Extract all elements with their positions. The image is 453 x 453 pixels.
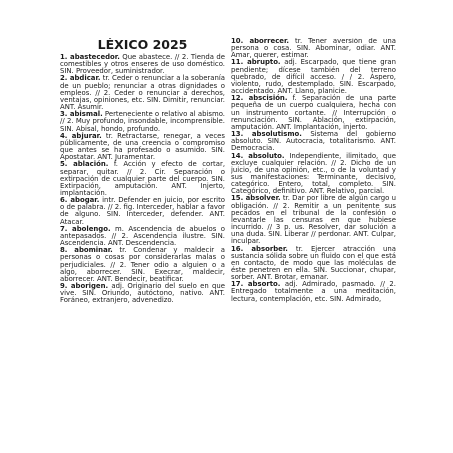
entry-definition: f. Acción y efecto de cortar, separar, quitar. // 2. Cir. Separación o extirpación de cualquier parte del cuerpo. SIN. Extirpación, amputación. ANT. Injerto, implantación.: [60, 160, 225, 197]
entry-17: [231, 281, 396, 302]
entry-term: 11. abrupto.: [231, 58, 281, 67]
entry-definition: adj. Originario del suelo en que vive. SIN. Oriundo, autóctono, nativo. ANT. Foráneo, extranjero, advenedizo.: [60, 282, 225, 305]
entry-definition: Perteneciente o relativo al abismo. // 2. Muy profundo, insondable, incomprensible. SIN. Abisal, hondo, profundo.: [60, 110, 225, 133]
entry-term: 14. absoluto.: [231, 151, 285, 160]
entry-5: [60, 161, 225, 197]
entry-term: 7. abolengo.: [60, 224, 111, 233]
column-right: [231, 38, 396, 414]
entry-definition: tr. Dar por libre de algún cargo u obligación. // 2. Remitir a un penitente sus pecados en el tribunal de la confesión o levantarle las censuras en que hubiese incurrido. // 3 p. us. Resolver, dar solución a una duda. SIN. Liberar // perdonar. ANT. Culpar, inculpar.: [231, 194, 396, 246]
page-title: LÉXICO 2025: [97, 38, 188, 52]
entry-definition: Sistema del gobierno absoluto. SIN. Autocracia, totalitarismo. ANT. Democracia.: [231, 130, 396, 153]
entry-term: 10. aborrecer.: [231, 38, 290, 45]
entry-definition: adj. Admirado, pasmado. // 2. Entregado totalmente a una meditación, lectura, contemplación, etc. SIN. Admirado,: [231, 280, 396, 303]
entry-13: [231, 131, 396, 152]
entry-11: [231, 59, 396, 95]
entry-term: 6. abogar.: [60, 196, 100, 205]
entry-definition: adj. Escarpado, que tiene gran pendiente; dícese también del terreno quebrado, de difícil acceso. / / 2. Áspero, violento, rudo, destemplado. SIN. Escarpado, accidentado. ANT. Llano, planicie.: [231, 58, 396, 96]
entry-9: [60, 283, 225, 304]
entry-definition: tr. Tener aversión de una persona o cosa. SIN. Abominar, odiar. ANT. Amar, querer, estimar.: [231, 38, 396, 60]
entry-definition: f. Separación de una parte pequeña de un cuerpo cualquiera, hecha con un instrumento cortante. // Interrupción o renunciación. SIN. Ablación, extirpación, amputación. ANT. Implantación, injerto.: [231, 94, 396, 131]
entry-14: [231, 153, 396, 196]
column-left: [60, 38, 225, 414]
entry-definition: intr. Defender en juicio, por escrito o de palabra. // 2. fig. Interceder, hablar a favor de alguno. SIN. Interceder, defender. ANT. Atacar.: [60, 196, 225, 226]
entry-term: 13. absolutismo.: [231, 130, 302, 139]
entry-term: 8. abominar.: [60, 246, 113, 255]
entry-definition: Que abastece. // 2. Tienda de comestibles y otros enseres de uso doméstico. SIN. Proveedor, suministrador.: [60, 53, 225, 76]
entry-definition: tr. Condenar y maldecir a personas o cosas por considerarlas malas o perjudiciales. // 2. Tener odio a alguien o a algo, aborrecer. SIN. Execrar, maldecir, aborrecer. ANT. Bendecir, beatificar.: [60, 246, 225, 283]
entry-3: [60, 111, 225, 132]
entry-term: 17. absorto.: [231, 280, 281, 289]
entry-definition: tr. Retractarse, renegar, a veces públicamente, de una creencia o compromiso que antes se ha profesado o asumido. SIN. Apostatar. ANT. Juramentar.: [60, 131, 225, 162]
entry-term: 4. abjurar.: [60, 131, 102, 140]
document-page: [60, 38, 397, 414]
entry-term: 3. abismal.: [60, 110, 103, 119]
entry-12: [231, 95, 396, 131]
entry-term: 15. absolver.: [231, 194, 281, 203]
entry-8: [60, 247, 225, 283]
entry-7: [60, 226, 225, 247]
entry-term: 2. abdicar.: [60, 74, 101, 83]
entry-definition: m. Ascendencia de abuelos o antepasados. // 2. Ascendencia ilustre. SIN. Ascendencia. ANT. Descendencia.: [60, 224, 225, 248]
entry-4: [60, 133, 225, 162]
entry-10: [231, 38, 396, 59]
entry-1: [60, 54, 225, 75]
entry-2: [60, 75, 225, 111]
entry-15: [231, 195, 396, 245]
entry-term: 1. abastecedor.: [60, 53, 120, 61]
entry-6: [60, 197, 225, 226]
entry-16: [231, 246, 396, 282]
entry-term: 5. ablación.: [60, 160, 109, 169]
entry-term: 12. abscisión.: [231, 94, 288, 103]
entry-definition: tr. Ejercer atracción una sustancia sólida sobre un fluido con el que está en contacto, de modo que las moléculas de éste penetren en ella. SIN. Succionar, chupar, sorber. ANT. Brotar, emanar.: [231, 244, 396, 282]
entry-definition: tr. Ceder o renunciar a la soberanía de un pueblo; renunciar a otras dignidades o empleos. // 2. Ceder o renunciar a derechos, ventajas, opiniones, etc. SIN. Dimitir, renunciar. ANT. Asumir.: [60, 74, 225, 112]
entry-definition: Independiente, ilimitado, que excluye cualquier relación. // 2. Dicho de un juicio, de una opinión, etc., o de la voluntad y sus manifestaciones: Terminante, decisivo, categórico. Entero, total, completo. SIN. Categórico, definitivo. ANT. Relativo, parcial.: [231, 151, 396, 196]
entry-term: 9. aborigen.: [60, 282, 109, 290]
entry-term: 16. absorber.: [231, 244, 288, 253]
